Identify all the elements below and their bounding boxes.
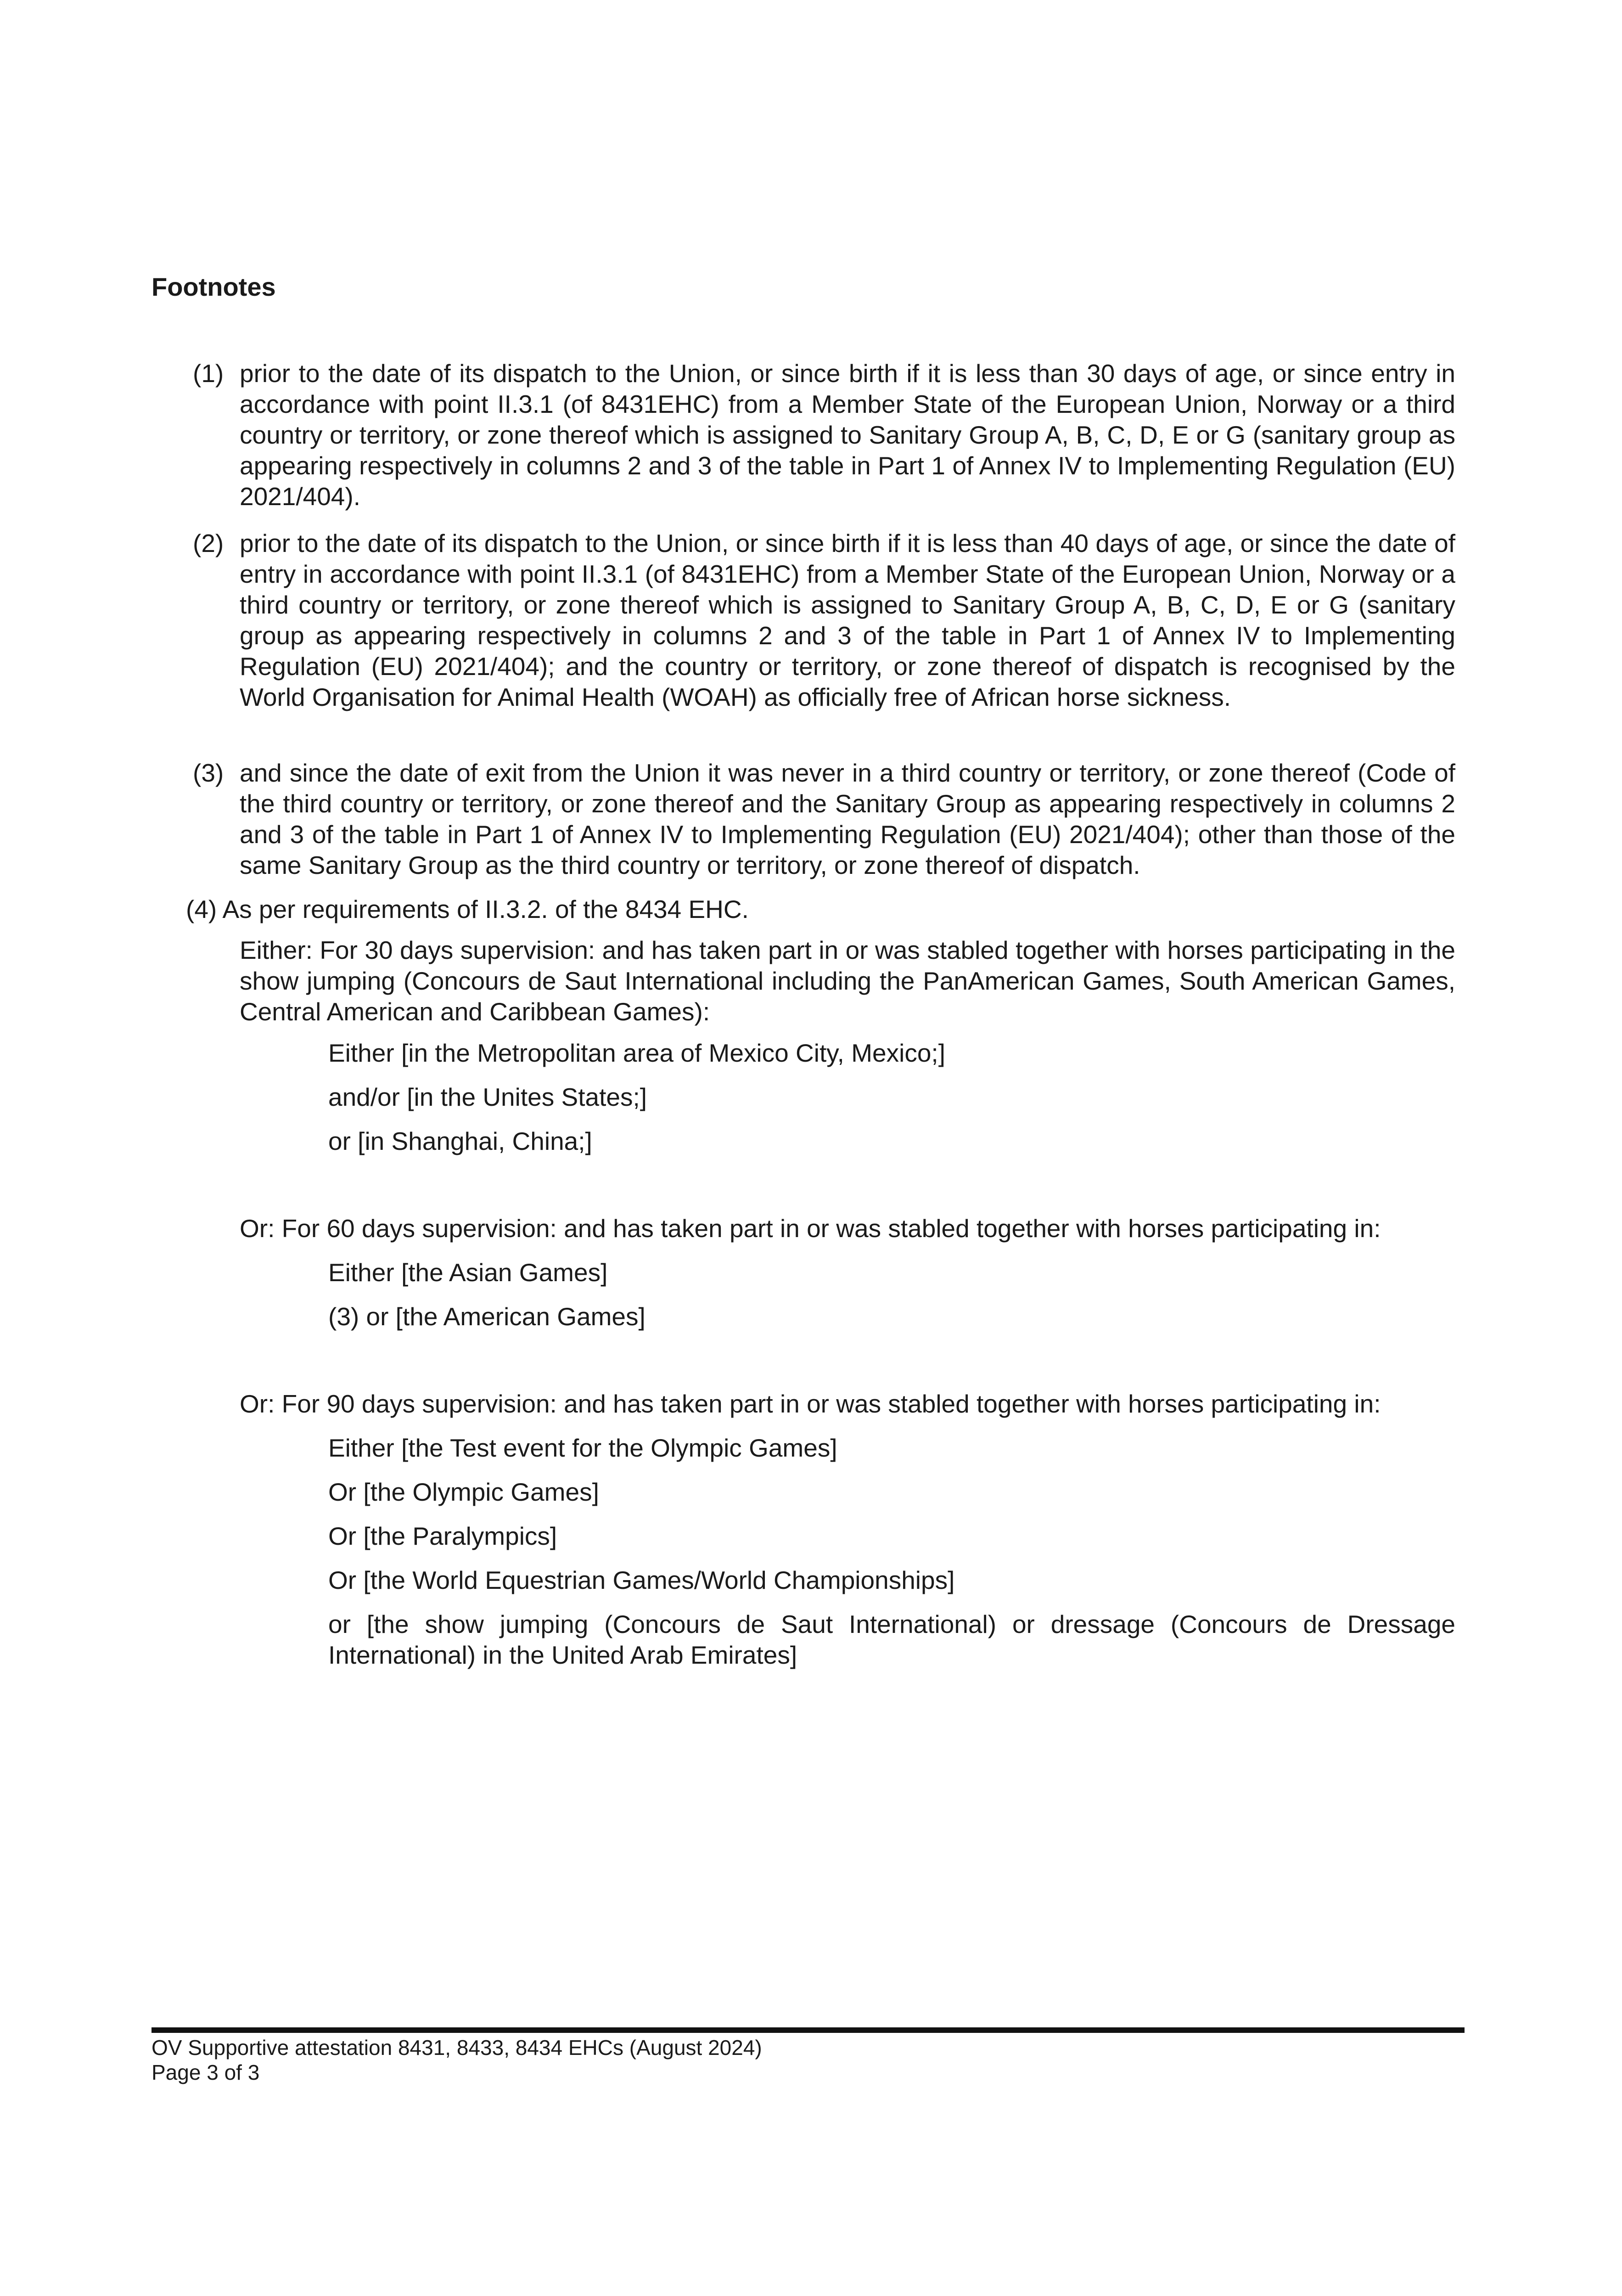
footnote-1-number: (1) — [193, 359, 224, 388]
option-90-item-2: Or [the Olympic Games] — [328, 1478, 599, 1506]
option-30-days-text: Either: For 30 days supervision: and has taken part in or was stabled together with horses participating in the show jumping (Concours de Saut International including the PanAmerican Games, South American Games, Central American and Caribbean Games): — [240, 936, 1455, 1026]
footnote-4-intro: (4) As per requirements of II.3.2. of the 8434 EHC. — [186, 895, 749, 923]
option-90-item-3: Or [the Paralympics] — [328, 1522, 557, 1550]
option-60-item-2: (3) or [the American Games] — [328, 1302, 645, 1331]
footnote-3-number: (3) — [193, 759, 224, 787]
option-90-item-1: Either [the Test event for the Olympic Games] — [328, 1434, 837, 1462]
option-30-item-3: or [in Shanghai, China;] — [328, 1127, 592, 1155]
option-30-item-2: and/or [in the Unites States;] — [328, 1083, 647, 1111]
option-90-item-4: Or [the World Equestrian Games/World Championships] — [328, 1566, 955, 1594]
footnote-1 — [193, 358, 1455, 512]
option-30-item-1: Either [in the Metropolitan area of Mexico City, Mexico;] — [328, 1039, 945, 1067]
option-60-days-text: Or: For 60 days supervision: and has taken part in or was stabled together with horses participating in: — [240, 1214, 1381, 1243]
footnote-2 — [193, 528, 1455, 713]
footer-divider — [152, 2027, 1465, 2033]
option-60-item-1: Either [the Asian Games] — [328, 1258, 608, 1287]
option-90-days-text: Or: For 90 days supervision: and has taken part in or was stabled together with horses participating in: — [240, 1390, 1381, 1418]
footnote-3-text: and since the date of exit from the Union it was never in a third country or territory, or zone thereof (Code of the third country or territory, or zone thereof and the Sanitary Group as appearing respectively in columns 2 and 3 of the table in Part 1 of Annex IV to Implementing Regulation (EU) 2021/404); other than those of the same Sanitary Group as the third country or territory, or zone thereof of dispatch. — [240, 759, 1455, 879]
footer-document-title: OV Supportive attestation 8431, 8433, 8434 EHCs (August 2024) — [152, 2036, 762, 2060]
footnote-1-text: prior to the date of its dispatch to the Union, or since birth if it is less than 30 days of age, or since entry in accordance with point II.3.1 (of 8431EHC) from a Member State of the European Union, Norway or a third country or territory, or zone thereof which is assigned to Sanitary Group A, B, C, D, E or G (sanitary group as appearing respectively in columns 2 and 3 of the table in Part 1 of Annex IV to Implementing Regulation (EU) 2021/404). — [240, 359, 1455, 511]
footnote-2-number: (2) — [193, 529, 224, 557]
footnote-3 — [193, 758, 1455, 881]
footnote-2-text: prior to the date of its dispatch to the Union, or since birth if it is less than 40 days of age, or since the date of entry in accordance with point II.3.1 (of 8431EHC) from a Member State of the European Union, Norway or a third country or territory, or zone thereof which is assigned to Sanitary Group A, B, C, D, E or G (sanitary group as appearing respectively in columns 2 and 3 of the table in Part 1 of Annex IV to Implementing Regulation (EU) 2021/404); and the country or territory, or zone thereof of dispatch is recognised by the World Organisation for Animal Health (WOAH) as officially free of African horse sickness. — [240, 529, 1455, 711]
footnotes-heading: Footnotes — [152, 272, 276, 301]
footer-page-number: Page 3 of 3 — [152, 2060, 260, 2084]
option-90-item-5: or [the show jumping (Concours de Saut International) or dressage (Concours de Dressage International) in the United Arab Emirates] — [328, 1610, 1455, 1669]
